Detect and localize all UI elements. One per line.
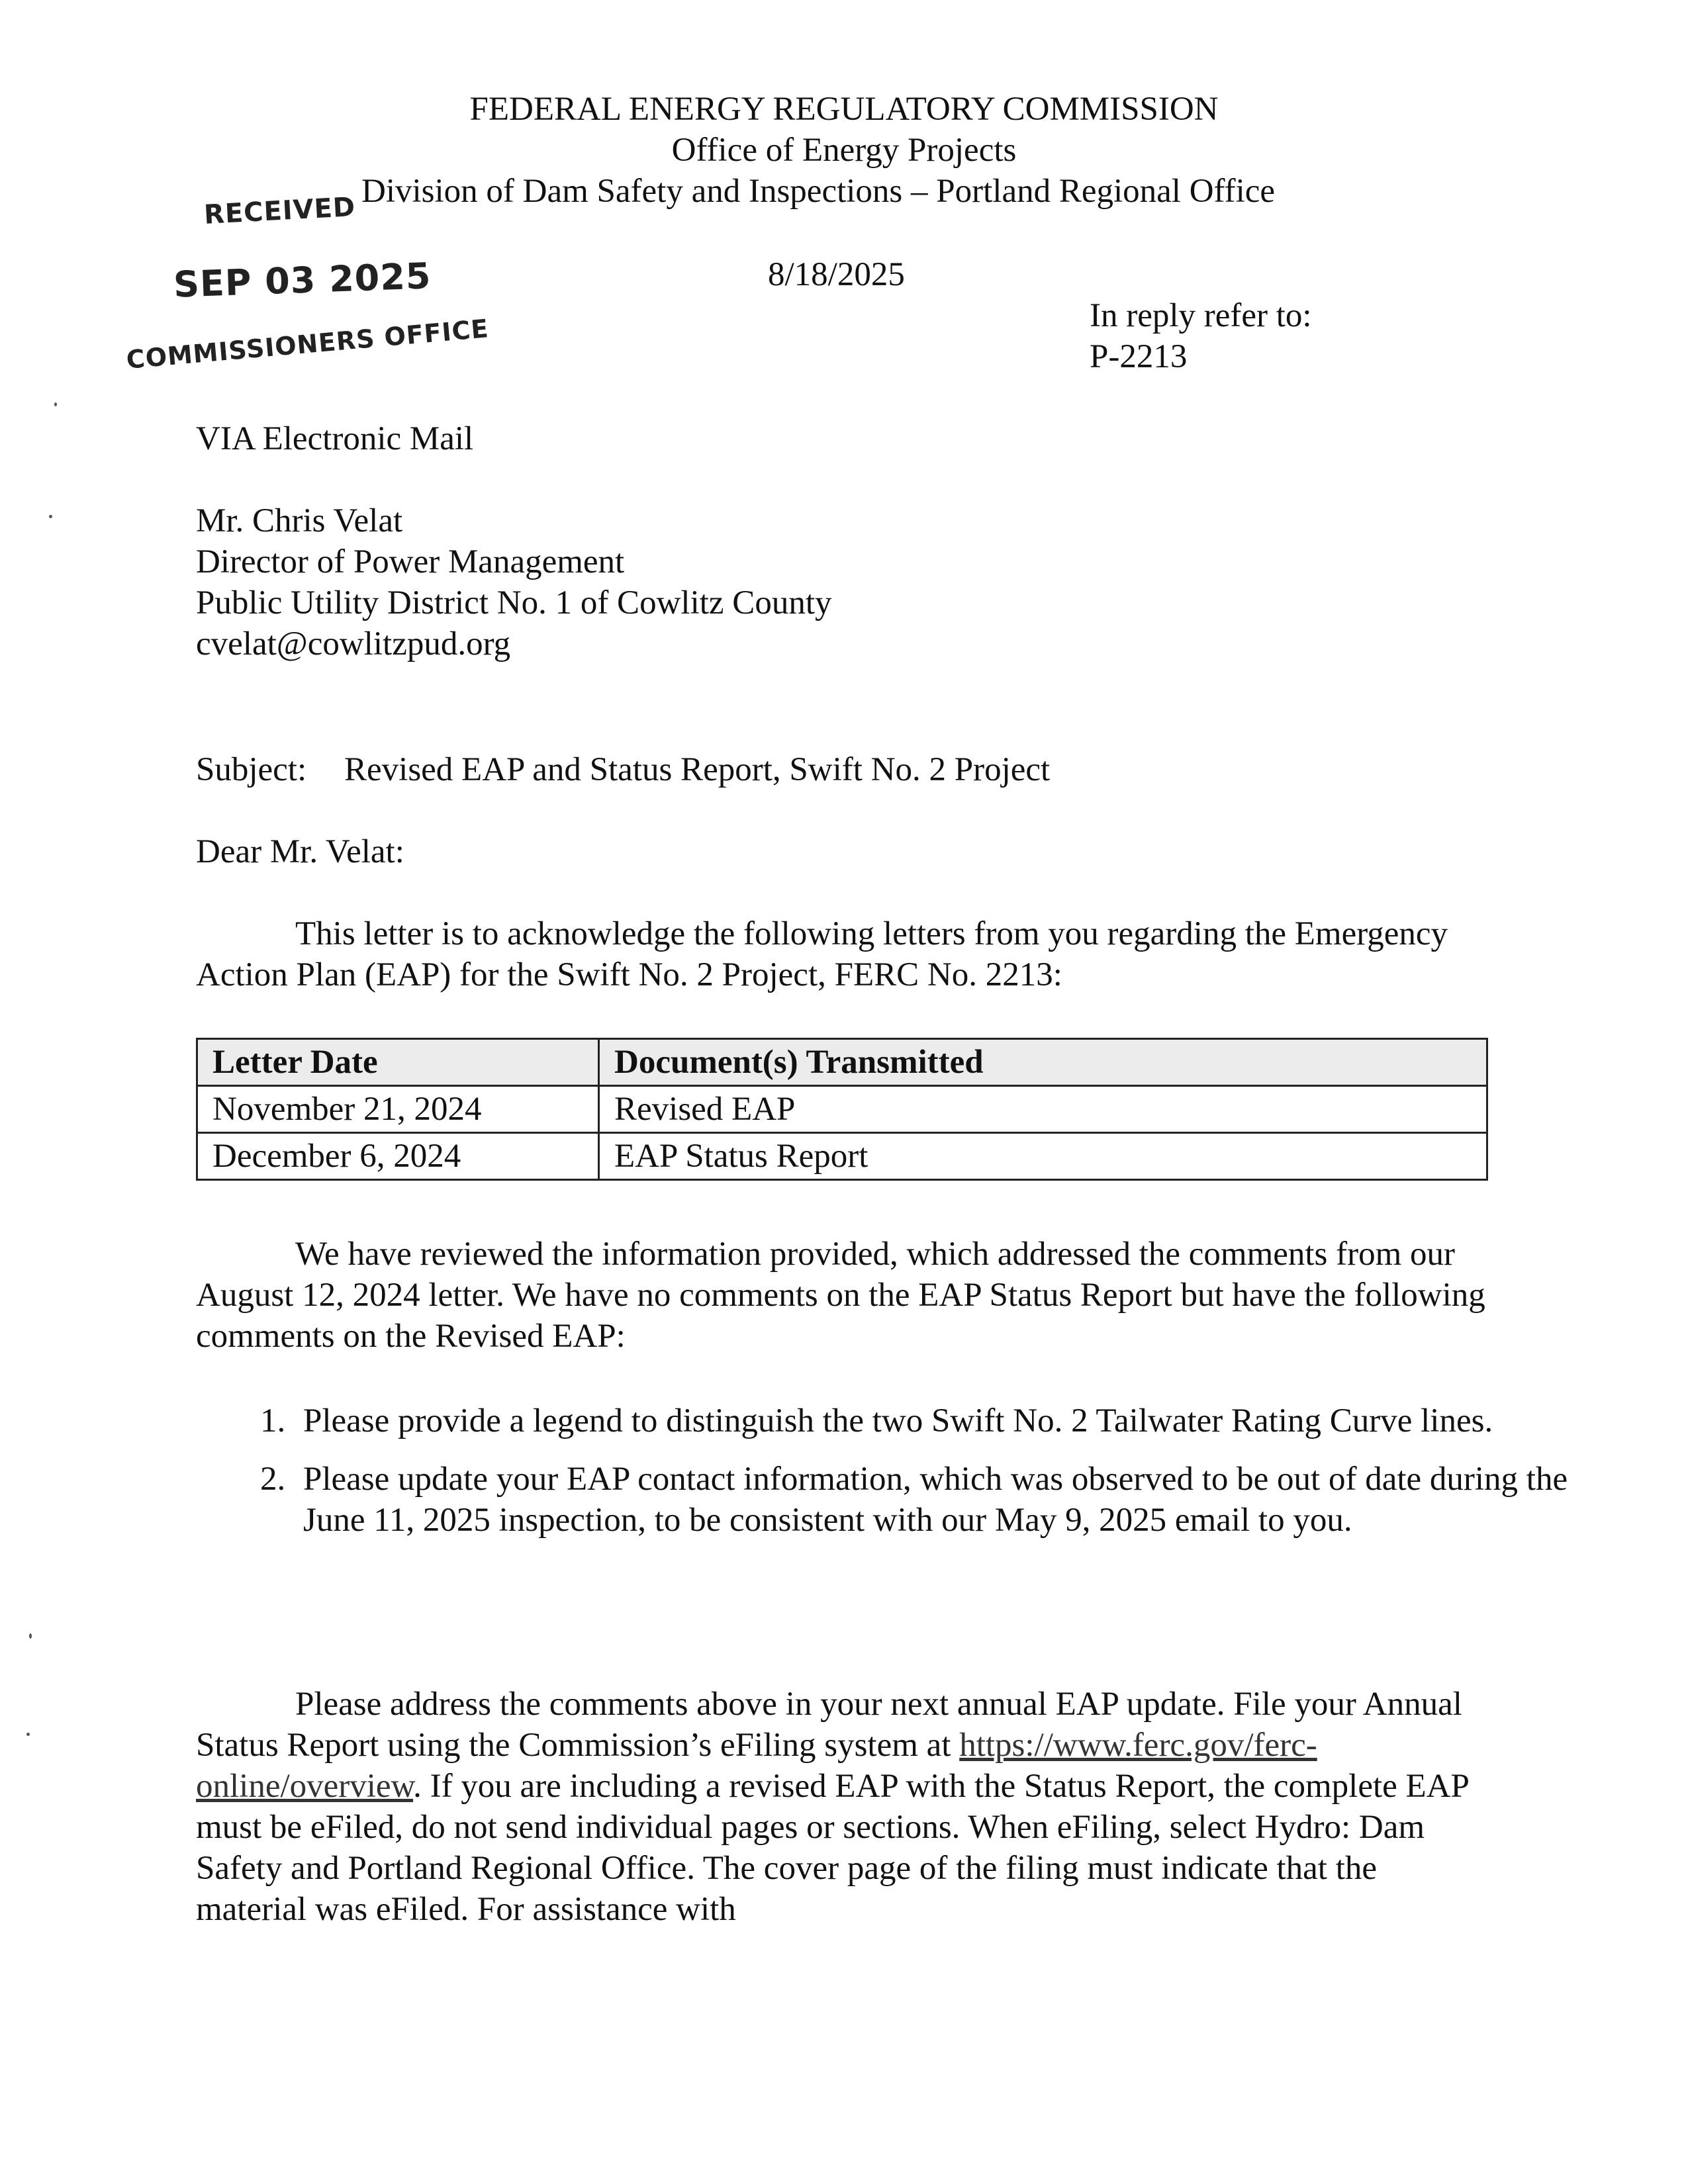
comments-list xyxy=(196,1400,1586,1558)
received-stamp-label: RECEIVED xyxy=(203,192,357,230)
document-cell: EAP Status Report xyxy=(599,1133,1487,1180)
closing-paragraph xyxy=(196,1684,1488,1930)
office-heading: Office of Energy Projects xyxy=(671,132,1017,169)
closing-text-start: Please address the comments above in your next annual EAP update. File your Annual Status Report using the Commission’s eFiling system at xyxy=(196,1686,1462,1764)
letter-date-cell: December 6, 2024 xyxy=(197,1133,599,1180)
review-paragraph: We have reviewed the information provided, which addressed the comments from our August 12, 2024 letter. We have no comments on the EAP Status Report but have the following comments on the Revised EAP: xyxy=(196,1236,1485,1355)
received-stamp-office: COMMISSIONERS OFFICE xyxy=(125,314,491,375)
scan-speck xyxy=(26,1733,30,1736)
received-stamp-date: SEP 03 2025 xyxy=(173,255,432,306)
table-row xyxy=(197,1086,1487,1133)
transmitted-letters-table xyxy=(196,1038,1488,1181)
recipient-email: cvelat@cowlitzpud.org xyxy=(196,625,511,662)
subject-label: Subject: xyxy=(196,751,307,788)
comment-item: 2. Please update your EAP contact information, which was observed to be out of date during the June 11, 2025 inspection, to be consistent with our May 9, 2025 email to you. xyxy=(294,1459,1586,1541)
comment-item: 1. Please provide a legend to distinguish the two Swift No. 2 Tailwater Rating Curve lines. xyxy=(294,1400,1586,1441)
letter-date: 8/18/2025 xyxy=(768,256,905,293)
reply-refer-label: In reply refer to: xyxy=(1090,297,1312,334)
letter-date-cell: November 21, 2024 xyxy=(197,1086,599,1133)
scan-speck xyxy=(54,402,57,406)
column-header-documents: Document(s) Transmitted xyxy=(599,1039,1487,1086)
recipient-name: Mr. Chris Velat xyxy=(196,502,403,539)
efiling-link[interactable]: https://www.ferc.gov/ferc-online/overview xyxy=(196,1727,1317,1805)
intro-paragraph: This letter is to acknowledge the following letters from you regarding the Emergency Action Plan (EAP) for the Swift No. 2 Project, FERC No. 2213: xyxy=(196,915,1448,993)
column-header-letter-date: Letter Date xyxy=(197,1039,599,1086)
scan-speck xyxy=(49,515,52,518)
division-heading: Division of Dam Safety and Inspections – Portland Regional Office xyxy=(361,173,1276,210)
scan-speck xyxy=(29,1633,32,1639)
closing-text-end: . If you are including a revised EAP with the Status Report, the complete EAP must be eFiled, do not send individual pages or sections. When eFiling, select Hydro: Dam Safety and Portland Regional Office. The cover page of the filing must indicate that the material was eFiled. For assistance with xyxy=(196,1768,1468,1928)
document-cell: Revised EAP xyxy=(599,1086,1487,1133)
delivery-method: VIA Electronic Mail xyxy=(196,420,474,457)
table-header-row xyxy=(197,1039,1487,1086)
table-row xyxy=(197,1133,1487,1180)
subject-text: Revised EAP and Status Report, Swift No. 2 Project xyxy=(344,751,1051,788)
recipient-title: Director of Power Management xyxy=(196,543,625,580)
reply-refer-number: P-2213 xyxy=(1090,338,1188,375)
agency-heading: FEDERAL ENERGY REGULATORY COMMISSION xyxy=(469,91,1219,128)
salutation: Dear Mr. Velat: xyxy=(196,833,404,870)
recipient-organization: Public Utility District No. 1 of Cowlitz County xyxy=(196,584,832,621)
